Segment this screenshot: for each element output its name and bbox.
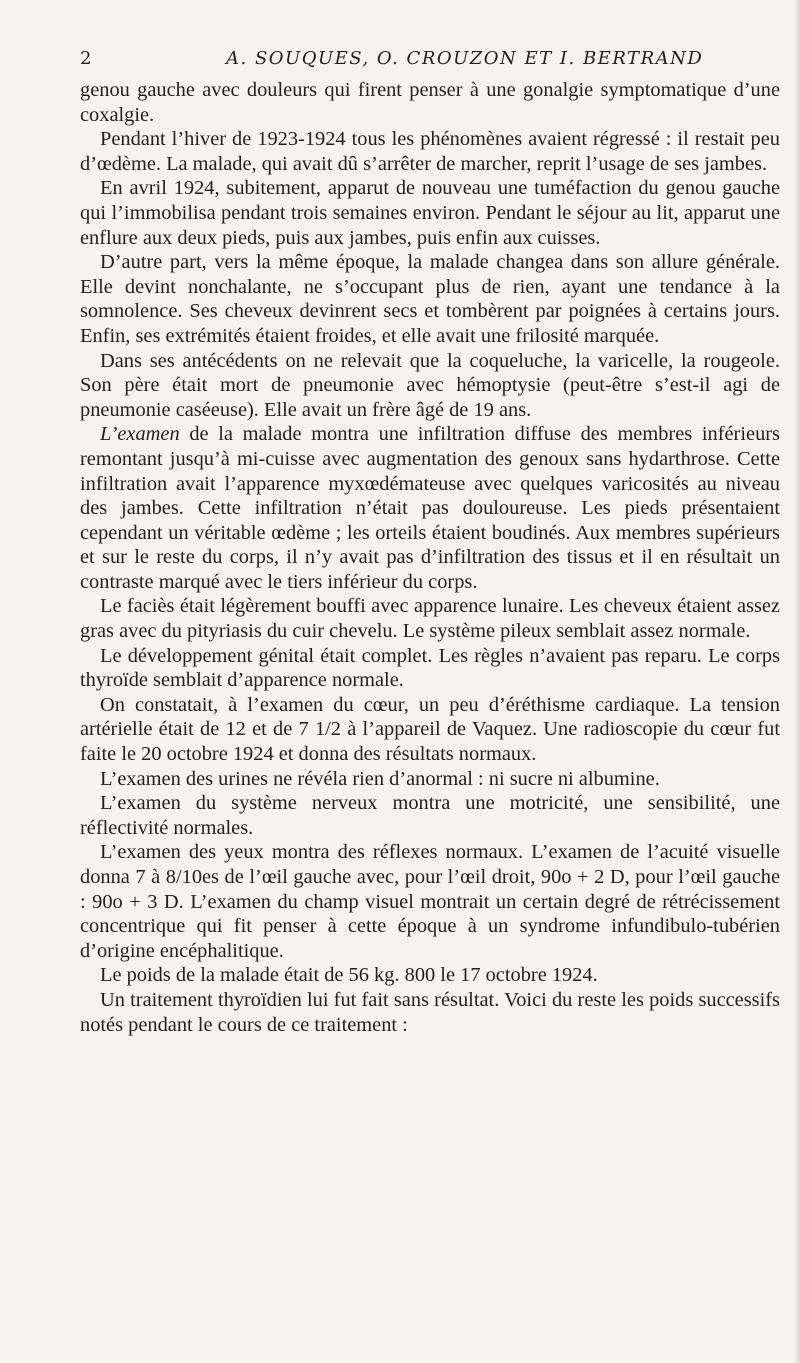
running-head: A. SOUQUES, O. CROUZON ET I. BERTRAND (226, 48, 704, 69)
exam-rest: de la malade montra une infiltration diffuse des membres inférieurs remontant jusqu’à mi-cuisse avec augmentation des genoux sans hydarthrose. Cette infiltration avait l’apparence myxœdémateuse avec quelques varicosités au niveau des jambes. Cette infiltration n’était pas douloureuse. Les pieds présentaient cependant un véritable œdème ; les orteils étaient boudinés. Aux membres supérieurs et sur le reste du corps, il n’y avait pas d’infiltration des tissus et il en résultait un contraste marqué avec le tiers inférieur du corps. (80, 423, 780, 593)
exam-lead: L’examen (100, 423, 180, 446)
paragraph-2: Pendant l’hiver de 1923-1924 tous les phénomènes avaient régressé : il restait peu d’œdème. La malade, qui avait dû s’arrêter de marcher, reprit l’usage de ses jambes. (80, 128, 780, 175)
page-edge-shadow (794, 0, 800, 1363)
page-header (80, 48, 780, 78)
paragraph-14: Un traitement thyroïdien lui fut fait sans résultat. Voici du reste les poids successifs notés pendant le cours de ce traitement : (80, 988, 780, 1036)
paragraph-exam (80, 422, 780, 594)
paragraph-13: Le poids de la malade était de 56 kg. 800 le 17 octobre 1924. (100, 964, 598, 987)
paragraph-3: En avril 1924, subitement, apparut de nouveau une tuméfaction du genou gauche qui l’immobilisa pendant trois semaines environ. Pendant le séjour au lit, apparut une enflure aux deux pieds, puis aux jambes, puis enfin aux cuisses. (80, 177, 780, 249)
paragraph-10: L’examen des urines ne révéla rien d’anormal : ni sucre ni albumine. (100, 767, 660, 790)
paragraph-11: L’examen du système nerveux montra une motricité, une sensibilité, une réflectivité normales. (80, 792, 780, 839)
paragraph-9: On constatait, à l’examen du cœur, un peu d’éréthisme cardiaque. La tension artérielle était de 12 et de 7 1/2 à l’appareil de Vaquez. Une radioscopie du cœur fut faite le 20 octobre 1924 et donna des résultats normaux. (80, 693, 780, 766)
paragraph-4: D’autre part, vers la même époque, la malade changea dans son allure générale. Elle devint nonchalante, ne s’occupant plus de rien, ayant une tendance à la somnolence. Ses cheveux devinrent secs et tombèrent par poignées à certains jours. Enfin, ses extrémités étaient froides, et elle avait une frilosité marquée. (80, 251, 780, 347)
paragraph-12: L’examen des yeux montra des réflexes normaux. L’examen de l’acuité visuelle donna 7 à 8/10es de l’œil gauche avec, pour l’œil droit, 90o + 2 D, pour l’œil gauche : 90o + 3 D. L’examen du champ visuel montrait un certain degré de rétrécissement concentrique qui fit penser à cette époque à un syndrome infundibulo-tubérien d’origine encéphalitique. (80, 841, 780, 962)
paragraph-5: Dans ses antécédents on ne relevait que la coqueluche, la varicelle, la rougeole. Son père était mort de pneumonie avec hémoptysie (peut-être s’est-il agi de pneumonie caséeuse). Elle avait un frère âgé de 19 ans. (80, 349, 780, 421)
paragraph-1: genou gauche avec douleurs qui firent penser à une gonalgie symptomatique d’une coxalgie. (80, 79, 780, 126)
paragraph-8: Le développement génital était complet. Les règles n’avaient pas reparu. Le corps thyroïde semblait d’apparence normale. (80, 644, 780, 692)
document-page (80, 48, 780, 1037)
paragraph-7: Le faciès était légèrement bouffi avec apparence lunaire. Les cheveux étaient assez gras avec du pityriasis du cuir chevelu. Le système pileux semblait assez normale. (80, 595, 780, 643)
page-number: 2 (80, 48, 92, 69)
body-text (80, 78, 780, 1037)
